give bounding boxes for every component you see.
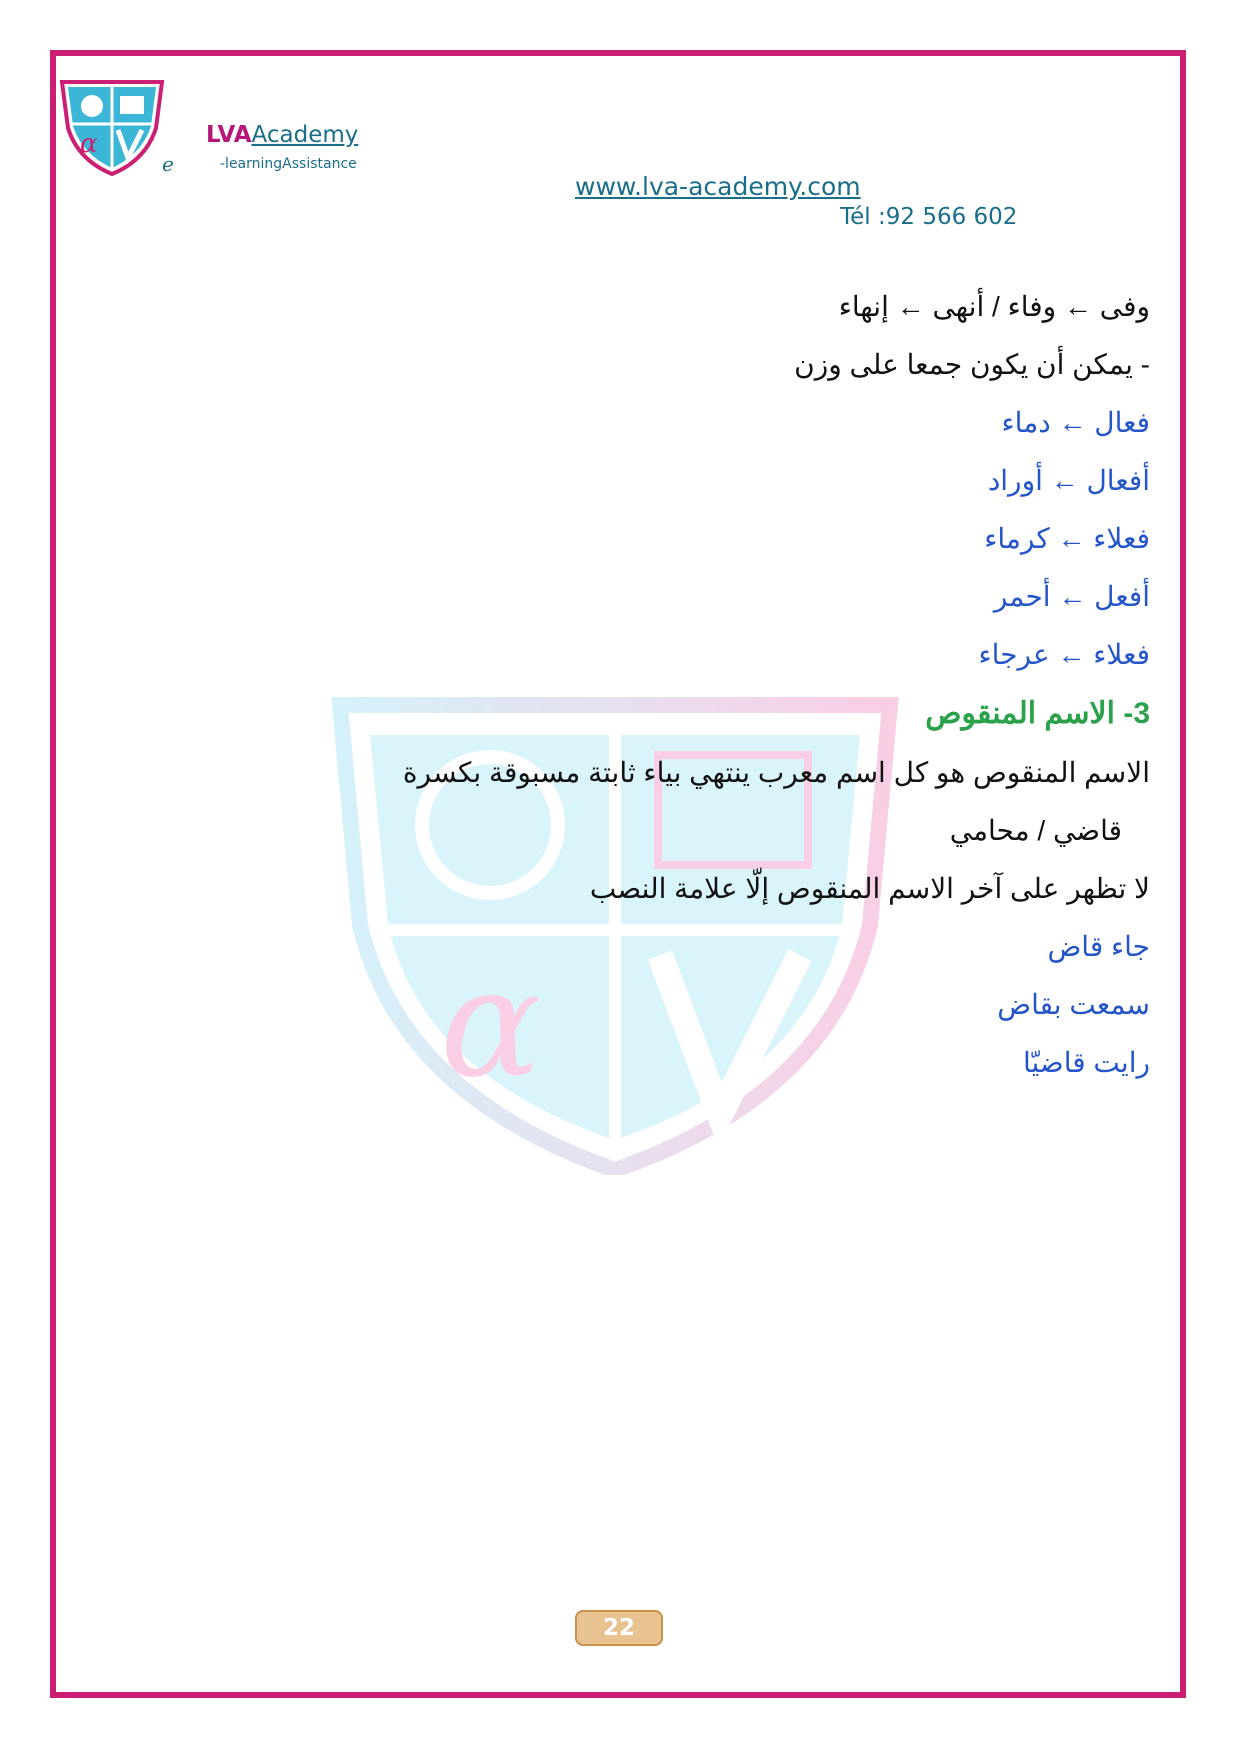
brand-academy: Academy (251, 122, 359, 148)
brand-tagline: -learningAssistance (220, 156, 357, 172)
logo-letter: e (162, 152, 174, 176)
example-sentence: سمعت بقاض (997, 989, 1150, 1020)
pattern-line: فعال ← دماء (1001, 407, 1150, 438)
svg-text:α: α (440, 937, 542, 1111)
phone-number: Tél :92 566 602 (840, 204, 1018, 230)
example-sentence: رايت قاضيّا (1022, 1047, 1150, 1078)
definition-text: الاسم المنقوص هو كل اسم معرب ينتهي بياء ثابتة مسبوقة بكسرة (402, 757, 1150, 788)
brand-name (206, 122, 358, 148)
text-line-verbs: وفى ← وفاء / أنهى ← إنهاء (838, 291, 1150, 322)
page-number: 22 (575, 1610, 663, 1646)
section-heading: 3- الاسم المنقوص (925, 697, 1150, 730)
svg-text:α: α (80, 129, 98, 159)
examples-text: قاضي / محامي (949, 815, 1122, 846)
pattern-line: أفعال ← أوراد (987, 465, 1150, 496)
brand-lva: LVA (206, 122, 252, 148)
example-sentence: جاء قاض (1047, 931, 1150, 962)
pattern-line: أفعل ← أحمر (993, 581, 1150, 612)
website-link[interactable]: www.lva-academy.com (575, 172, 861, 201)
rule-text: لا تظهر على آخر الاسم المنقوص إلّا علامة النصب (589, 873, 1150, 904)
pattern-line: فعلاء ← كرماء (984, 523, 1150, 554)
main-content (390, 278, 1150, 1092)
lva-logo-icon (56, 78, 168, 176)
pattern-line: فعلاء ← عرجاء (978, 639, 1150, 670)
text-line-plural-intro: - يمكن أن يكون جمعا على وزن (794, 349, 1150, 380)
